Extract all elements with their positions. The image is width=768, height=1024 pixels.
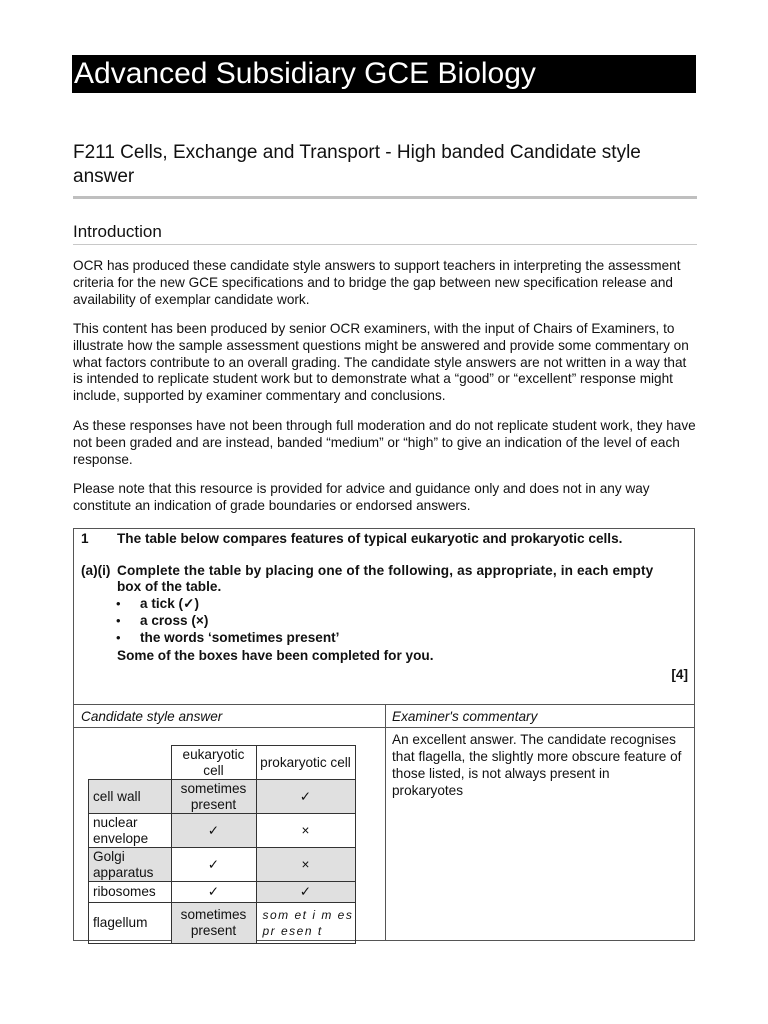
row-feature-nuclear-envelope: nuclear envelope [89,814,172,848]
commentary-column-header: Examiner's commentary [392,709,538,724]
bullet-icon: • [116,630,121,645]
subtitle-divider [73,196,697,199]
paragraph-3: As these responses have not been through full moderation and do not replicate student work, they have not been graded and are instead, banded “medium” or “high” to give an indication of the level of each response. [73,418,696,467]
intro-heading: Introduction [73,222,162,241]
paragraph-2: This content has been produced by senior OCR examiners, with the input of Chairs of Examiners, to illustrate how the sample assessment questions might be answered and provide some commentary on what factors contribute to an overall grading. The candidate style answers are not written in a way that is intended to replicate student work but to demonstrate what a “good” or “excellent” response might include, supported by examiner commentary and conclusions. [73,321,689,404]
question-part-label: (a)(i) [81,563,111,578]
column-header-eukaryotic: eukaryotic cell [171,746,256,780]
question-stem: The table below compares features of typical eukaryotic and prokaryotic cells. [117,531,623,546]
question-box [73,528,695,941]
examiner-commentary: An excellent answer. The candidate recognises that flagella, the slightly more obscure feature of those listed, is not always present in prokaryotes [392,732,682,798]
bullet-icon: • [116,596,121,611]
bullet-tick: a tick (✓) [140,596,199,611]
table-corner [89,746,172,780]
cell-eukaryotic: sometimes present [171,780,256,814]
cell-comparison-table [88,745,356,944]
row-feature-golgi-apparatus: Golgi apparatus [89,848,172,882]
document-title: Advanced Subsidiary GCE Biology [72,55,696,93]
row-feature-flagellum: flagellum [89,903,172,944]
document-subtitle: F211 Cells, Exchange and Transport - High banded Candidate style answer [73,142,641,187]
question-note: Some of the boxes have been completed for you. [117,648,434,663]
column-header-prokaryotic: prokaryotic cell [256,746,355,780]
column-divider [385,704,386,941]
cell-eukaryotic: ✓ [171,848,256,882]
cell-prokaryotic: × [256,848,355,882]
cell-prokaryotic: × [256,814,355,848]
bullet-sometimes: the words ‘sometimes present’ [140,630,340,645]
cell-eukaryotic: ✓ [171,814,256,848]
bullet-cross: a cross (×) [140,613,209,628]
row-feature-ribosomes: ribosomes [89,882,172,903]
bullet-icon: • [116,613,121,628]
cell-eukaryotic: ✓ [171,882,256,903]
question-divider [74,704,694,705]
question-number: 1 [81,531,89,546]
cell-prokaryotic-handwritten: som et i m es pr esen t [256,903,355,944]
question-marks: [4] [671,667,688,682]
header-divider [74,727,694,728]
cell-eukaryotic: sometimes present [171,903,256,944]
row-feature-cell-wall: cell wall [89,780,172,814]
question-part-line-2: box of the table. [117,579,222,594]
paragraph-4: Please note that this resource is provided for advice and guidance only and does not in any way constitute an indication of grade boundaries or endorsed answers. [73,481,650,513]
intro-divider [73,244,697,245]
answer-column-header: Candidate style answer [81,709,223,724]
cell-prokaryotic: ✓ [256,882,355,903]
cell-prokaryotic: ✓ [256,780,355,814]
question-part-line-1: Complete the table by placing one of the following, as appropriate, in each empty [117,563,654,578]
paragraph-1: OCR has produced these candidate style answers to support teachers in interpreting the assessment criteria for the new GCE specifications and to bridge the gap between new specification release and availability of exemplar candidate work. [73,258,681,307]
